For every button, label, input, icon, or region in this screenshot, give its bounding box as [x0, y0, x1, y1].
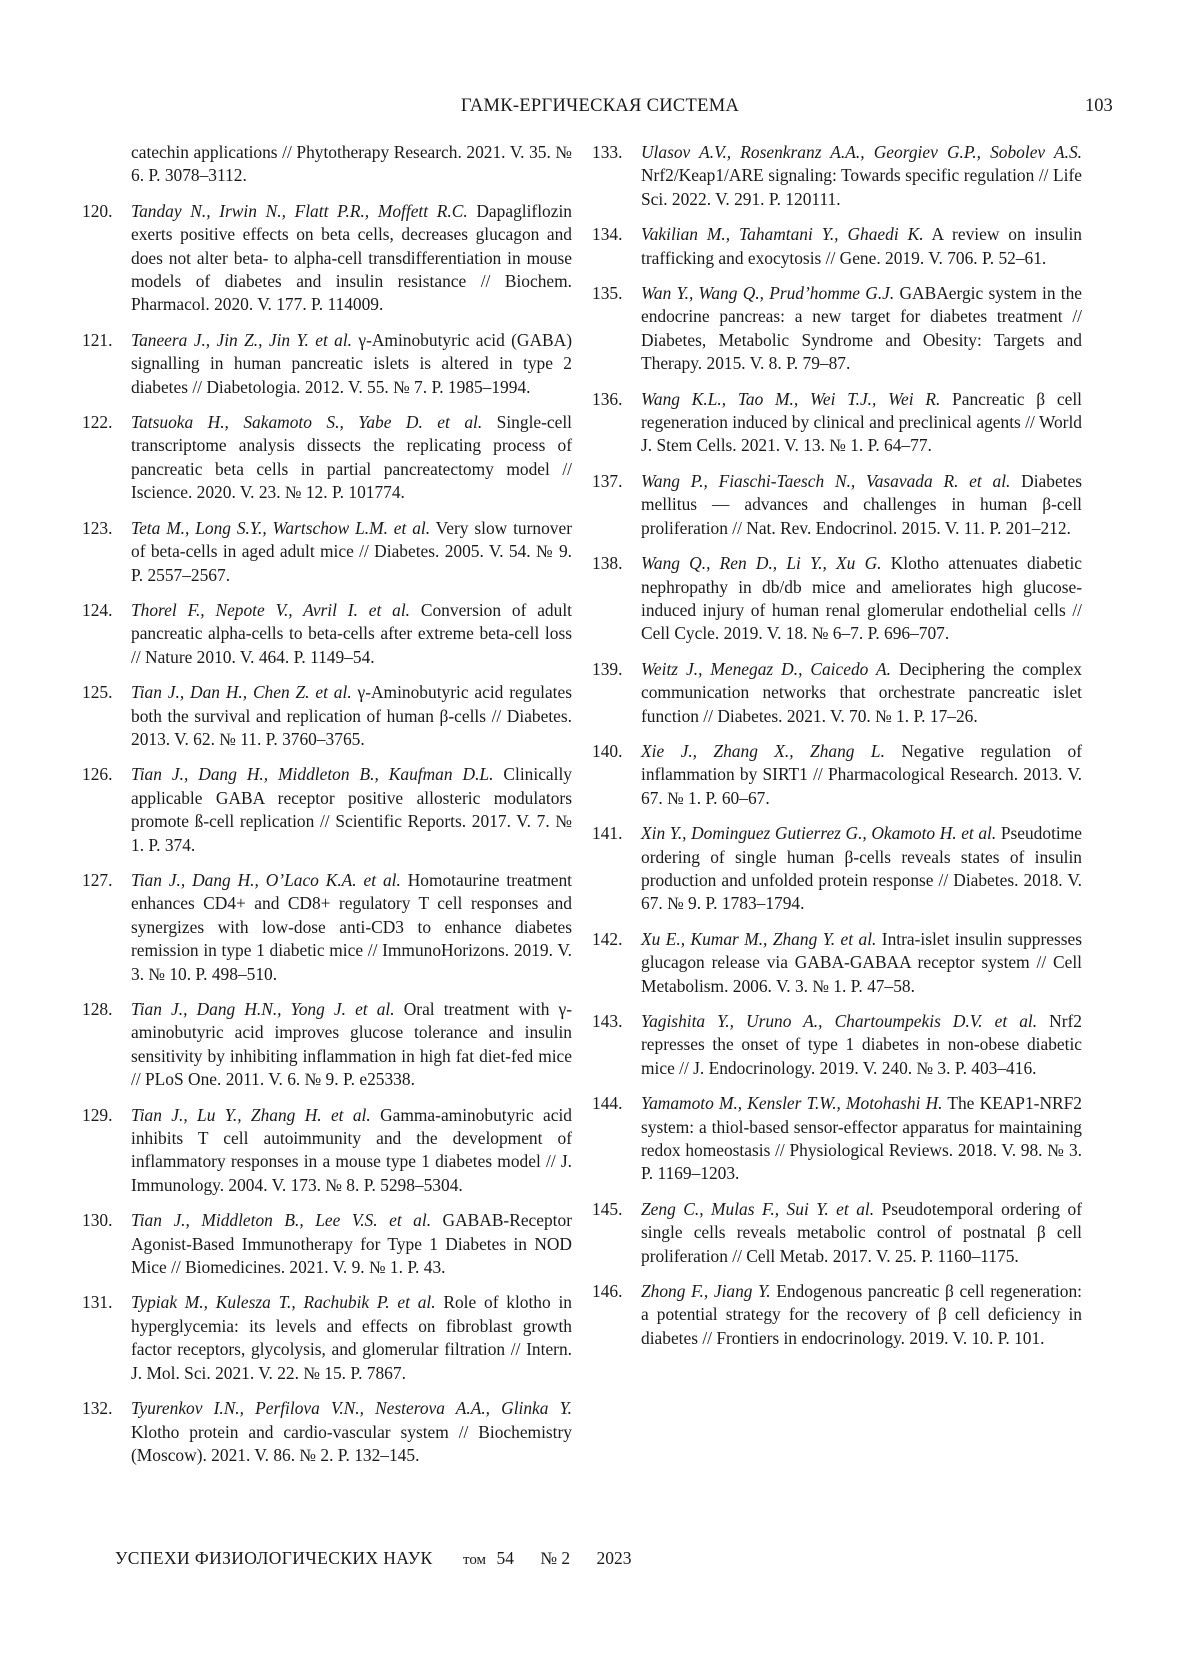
- reference-number: 122.: [82, 412, 113, 433]
- reference-text: γ-Aminobutyric acid regulates both the survival and replication of human β-cells // Diabetes. 2013. V. 62. № 11. P. 3760–3765.: [131, 682, 573, 749]
- reference-entry: [592, 740, 1082, 810]
- reference-text: Conversion of adult pancreatic alpha-cells to beta-cells after extreme beta-cell loss // Nature 2010. V. 464. P. 1149–54.: [131, 599, 572, 667]
- reference-authors: Tian J., Dan H., Chen Z. et al.: [131, 682, 352, 703]
- reference-entry: [82, 200, 572, 317]
- reference-authors: Tian J., Dang H.N., Yong J. et al.: [131, 999, 395, 1019]
- reference-text: Dapagliflozin exerts positive effects on beta cells, decreases glucagon and does not alter beta- to alpha-cell transdifferentiation in mouse models of diabetes and insulin resistance // Biochem. Pharmacol. 2020. V. 177. P. 114009.: [131, 200, 572, 315]
- reference-authors: Xin Y., Dominguez Gutierrez G., Okamoto H. et al.: [641, 823, 997, 844]
- reference-number: 146.: [592, 1281, 623, 1302]
- reference-entry: [82, 681, 573, 751]
- reference-authors: Wan Y., Wang Q., Prud’homme G.J.: [641, 283, 895, 304]
- reference-authors: Xu E., Kumar M., Zhang Y. et al.: [641, 928, 877, 949]
- volume-label: том: [462, 1552, 487, 1568]
- reference-column-right: [592, 141, 1083, 1362]
- reference-text: Homotaurine treatment enhances CD4+ and CD8+ regulatory T cell responses and synergizes with low-dose anti-CD3 to enhance diabetes remission in type 1 diabetic mice // ImmunoHorizons. 2019. V. 3. № 10. P. 498–510.: [131, 869, 572, 984]
- reference-number: 127.: [82, 869, 113, 890]
- reference-number: 141.: [592, 823, 623, 844]
- reference-entry: [592, 552, 1083, 646]
- reference-column-left: [82, 141, 573, 1479]
- reference-entry: [592, 1198, 1082, 1268]
- reference-authors: Wang Q., Ren D., Li Y., Xu G.: [641, 553, 882, 574]
- reference-entry: [592, 470, 1082, 540]
- reference-entry: [592, 1280, 1082, 1350]
- reference-entry: [82, 1104, 572, 1198]
- reference-authors: Thorel F., Nepote V., Avril I. et al.: [131, 599, 411, 620]
- reference-entry: [592, 658, 1082, 728]
- reference-entry: [592, 223, 1082, 270]
- reference-authors: Tian J., Middleton B., Lee V.S. et al.: [131, 1210, 432, 1231]
- reference-authors: Tian J., Dang H., O’Laco K.A. et al.: [131, 869, 401, 890]
- reference-text: Endogenous pancreatic β cell regeneration: a potential strategy for the recovery of β cell deficiency in diabetes // Frontiers in endocrinology. 2019. V. 10. P. 101.: [641, 1281, 1082, 1348]
- reference-entry: [82, 763, 572, 857]
- reference-number: 121.: [82, 329, 113, 350]
- reference-number: 137.: [592, 470, 623, 491]
- reference-entry: [82, 869, 572, 986]
- reference-authors: Zeng C., Mulas F., Sui Y. et al.: [641, 1198, 875, 1219]
- reference-number: 139.: [592, 658, 623, 679]
- reference-entry: [592, 822, 1082, 916]
- reference-text: A review on insulin trafficking and exocytosis // Gene. 2019. V. 706. P. 52–61.: [641, 224, 1082, 268]
- reference-authors: Zhong F., Jiang Y.: [641, 1281, 771, 1302]
- reference-number: 128.: [82, 999, 113, 1019]
- reference-text: Negative regulation of inflammation by SIRT1 // Pharmacological Research. 2013. V. 67. № 1. P. 60–67.: [641, 740, 1082, 808]
- reference-text: Klotho attenuates diabetic nephropathy in db/db mice and ameliorates high glucose-induced injury of human renal glomerular endothelial cells // Cell Cycle. 2019. V. 18. № 6–7. P. 696–707.: [641, 553, 1083, 644]
- reference-authors: Yagishita Y., Uruno A., Chartoumpekis D.V. et al.: [641, 1011, 1038, 1031]
- reference-text: Diabetes mellitus — advances and challenges in human β-cell proliferation // Nat. Rev. Endocrinol. 2015. V. 11. P. 201–212.: [641, 470, 1082, 538]
- reference-authors: Tanday N., Irwin N., Flatt P.R., Moffett R.C.: [131, 200, 468, 221]
- reference-entry: [592, 141, 1082, 211]
- reference-authors: Typiak M., Kulesza T., Rachubik P. et al.: [131, 1292, 436, 1313]
- reference-text: γ-Aminobutyric acid (GABA) signalling in human pancreatic islets is altered in type 2 diabetes // Diabetologia. 2012. V. 55. № 7. P. 1985–1994.: [131, 329, 572, 397]
- reference-authors: Tatsuoka H., Sakamoto S., Yabe D. et al.: [131, 412, 483, 433]
- reference-authors: Weitz J., Menegaz D., Caicedo A.: [641, 658, 891, 679]
- reference-entry: [82, 998, 572, 1092]
- reference-text: Clinically applicable GABA receptor positive allosteric modulators promote ß-cell replication // Scientific Reports. 2017. V. 7. № 1. P. 374.: [131, 764, 572, 855]
- reference-entry: [592, 388, 1082, 458]
- page-number: 103: [1085, 96, 1113, 116]
- reference-text: The KEAP1-NRF2 system: a thiol-based sensor-effector apparatus for maintaining redox homeostasis // Physiological Reviews. 2018. V. 98. № 3. P. 1169–1203.: [641, 1093, 1082, 1184]
- reference-number: 135.: [592, 283, 623, 304]
- reference-text: catechin applications // Phytotherapy Research. 2021. V. 35. № 6. P. 3078–3112.: [131, 142, 572, 186]
- reference-number: 120.: [82, 200, 113, 221]
- reference-text: Role of klotho in hyperglycemia: its levels and effects on fibroblast growth factor receptors, glycolysis, and glomerular filtration // Intern. J. Mol. Sci. 2021. V. 22. № 15. P. 7867.: [131, 1292, 572, 1383]
- reference-authors: Teta M., Long S.Y., Wartschow L.M. et al.: [131, 517, 431, 538]
- reference-text: Deciphering the complex communication networks that orchestrate pancreatic islet function // Diabetes. 2021. V. 70. № 1. P. 17–26.: [641, 658, 1082, 726]
- reference-number: 129.: [82, 1104, 113, 1125]
- journal-name: УСПЕХИ ФИЗИОЛОГИЧЕСКИХ НАУК: [115, 1548, 433, 1568]
- reference-entry: [82, 1397, 572, 1467]
- reference-entry: [592, 1092, 1082, 1186]
- reference-entry: [82, 411, 573, 505]
- reference-entry: [592, 1010, 1082, 1080]
- reference-entry: [592, 928, 1082, 998]
- reference-number: 131.: [82, 1292, 113, 1313]
- reference-text: Nrf2/Keap1/ARE signaling: Towards specific regulation // Life Sci. 2022. V. 291. P. 120111.: [641, 165, 1082, 209]
- reference-text: Nrf2 represses the onset of type 1 diabetes in non-obese diabetic mice // J. Endocrinology. 2019. V. 240. № 3. P. 403–416.: [641, 1011, 1082, 1078]
- reference-authors: Tian J., Dang H., Middleton B., Kaufman D.L.: [131, 764, 494, 785]
- reference-entry: [106, 141, 572, 188]
- reference-number: 144.: [592, 1093, 623, 1114]
- running-head-title: ГАМК-ЕРГИЧЕСКАЯ СИСТЕМА: [460, 96, 740, 116]
- reference-authors: Vakilian M., Tahamtani Y., Ghaedi K.: [641, 224, 924, 245]
- reference-text: Single-cell transcriptome analysis dissects the replicating process of pancreatic beta cells in partial pancreatectomy model // Iscience. 2020. V. 23. № 12. P. 101774.: [131, 412, 573, 503]
- reference-text: Gamma-aminobutyric acid inhibits T cell autoimmunity and the development of inflammatory responses in a mouse type 1 diabetes model // J. Immunology. 2004. V. 173. № 8. P. 5298–5304.: [131, 1104, 572, 1195]
- reference-entry: [82, 329, 572, 399]
- reference-entry: [82, 1291, 572, 1385]
- reference-number: 140.: [592, 740, 623, 761]
- publication-year: 2023: [596, 1548, 632, 1568]
- reference-text: Pseudotime ordering of single human β-cells reveals states of insulin production and unfolded protein response // Diabetes. 2018. V. 67. № 9. P. 1783–1794.: [641, 823, 1082, 914]
- reference-number: 134.: [592, 224, 623, 245]
- reference-number: 136.: [592, 388, 623, 409]
- reference-authors: Tyurenkov I.N., Perfilova V.N., Nesterova A.A., Glinka Y.: [131, 1398, 572, 1419]
- reference-number: 123.: [82, 517, 113, 538]
- page-footer: [115, 1548, 632, 1569]
- running-head: [0, 96, 1200, 122]
- reference-text: GABAB-Receptor Agonist-Based Immunotherapy for Type 1 Diabetes in NOD Mice // Biomedicines. 2021. V. 9. № 1. P. 43.: [131, 1210, 572, 1278]
- reference-authors: Taneera J., Jin Z., Jin Y. et al.: [131, 329, 353, 350]
- reference-authors: Xie J., Zhang X., Zhang L.: [641, 740, 885, 761]
- reference-text: GABAergic system in the endocrine pancreas: a new target for diabetes treatment // Diabetes, Metabolic Syndrome and Obesity: Targets and Therapy. 2015. V. 8. P. 79–87.: [641, 283, 1082, 374]
- reference-authors: Wang P., Fiaschi-Taesch N., Vasavada R. et al.: [641, 470, 1011, 491]
- reference-authors: Yamamoto M., Kensler T.W., Motohashi H.: [641, 1093, 943, 1114]
- reference-number: 132.: [82, 1398, 113, 1419]
- reference-number: 126.: [82, 764, 113, 785]
- reference-text: Pseudotemporal ordering of single cells reveals metabolic control of postnatal β cell proliferation // Cell Metab. 2017. V. 25. P. 1160–1175.: [641, 1198, 1082, 1266]
- reference-number: 143.: [592, 1011, 623, 1031]
- reference-authors: Ulasov A.V., Rosenkranz A.A., Georgiev G.P., Sobolev A.S.: [641, 142, 1082, 162]
- reference-text: Klotho protein and cardio-vascular system // Biochemistry (Moscow). 2021. V. 86. № 2. P. 132–145.: [131, 1421, 572, 1465]
- reference-number: 130.: [82, 1210, 113, 1231]
- reference-number: 125.: [82, 682, 113, 703]
- reference-authors: Wang K.L., Tao M., Wei T.J., Wei R.: [641, 388, 941, 409]
- reference-number: 145.: [592, 1198, 623, 1219]
- reference-entry: [82, 1209, 572, 1279]
- reference-entry: [82, 517, 572, 587]
- reference-number: 138.: [592, 553, 623, 574]
- reference-number: 124.: [82, 599, 113, 620]
- reference-text: Intra-islet insulin suppresses glucagon release via GABA-GABAA receptor system // Cell Metabolism. 2006. V. 3. № 1. P. 47–58.: [641, 928, 1082, 996]
- reference-entry: [592, 282, 1082, 376]
- reference-text: Pancreatic β cell regeneration induced by clinical and preclinical agents // World J. Stem Cells. 2021. V. 13. № 1. P. 64–77.: [641, 388, 1082, 456]
- issue-number: № 2: [540, 1548, 571, 1568]
- reference-entry: [82, 599, 572, 669]
- reference-number: 142.: [592, 928, 623, 949]
- reference-authors: Tian J., Lu Y., Zhang H. et al.: [131, 1104, 371, 1125]
- reference-text: Very slow turnover of beta-cells in aged adult mice // Diabetes. 2005. V. 54. № 9. P. 2557–2567.: [131, 517, 572, 585]
- reference-number: 133.: [592, 142, 623, 162]
- volume-number: 54: [496, 1548, 514, 1568]
- reference-text: Oral treatment with γ-aminobutyric acid improves glucose tolerance and insulin sensitivity by inhibiting inflammation in high fat diet-fed mice // PLoS One. 2011. V. 6. № 9. P. e25338.: [131, 999, 572, 1090]
